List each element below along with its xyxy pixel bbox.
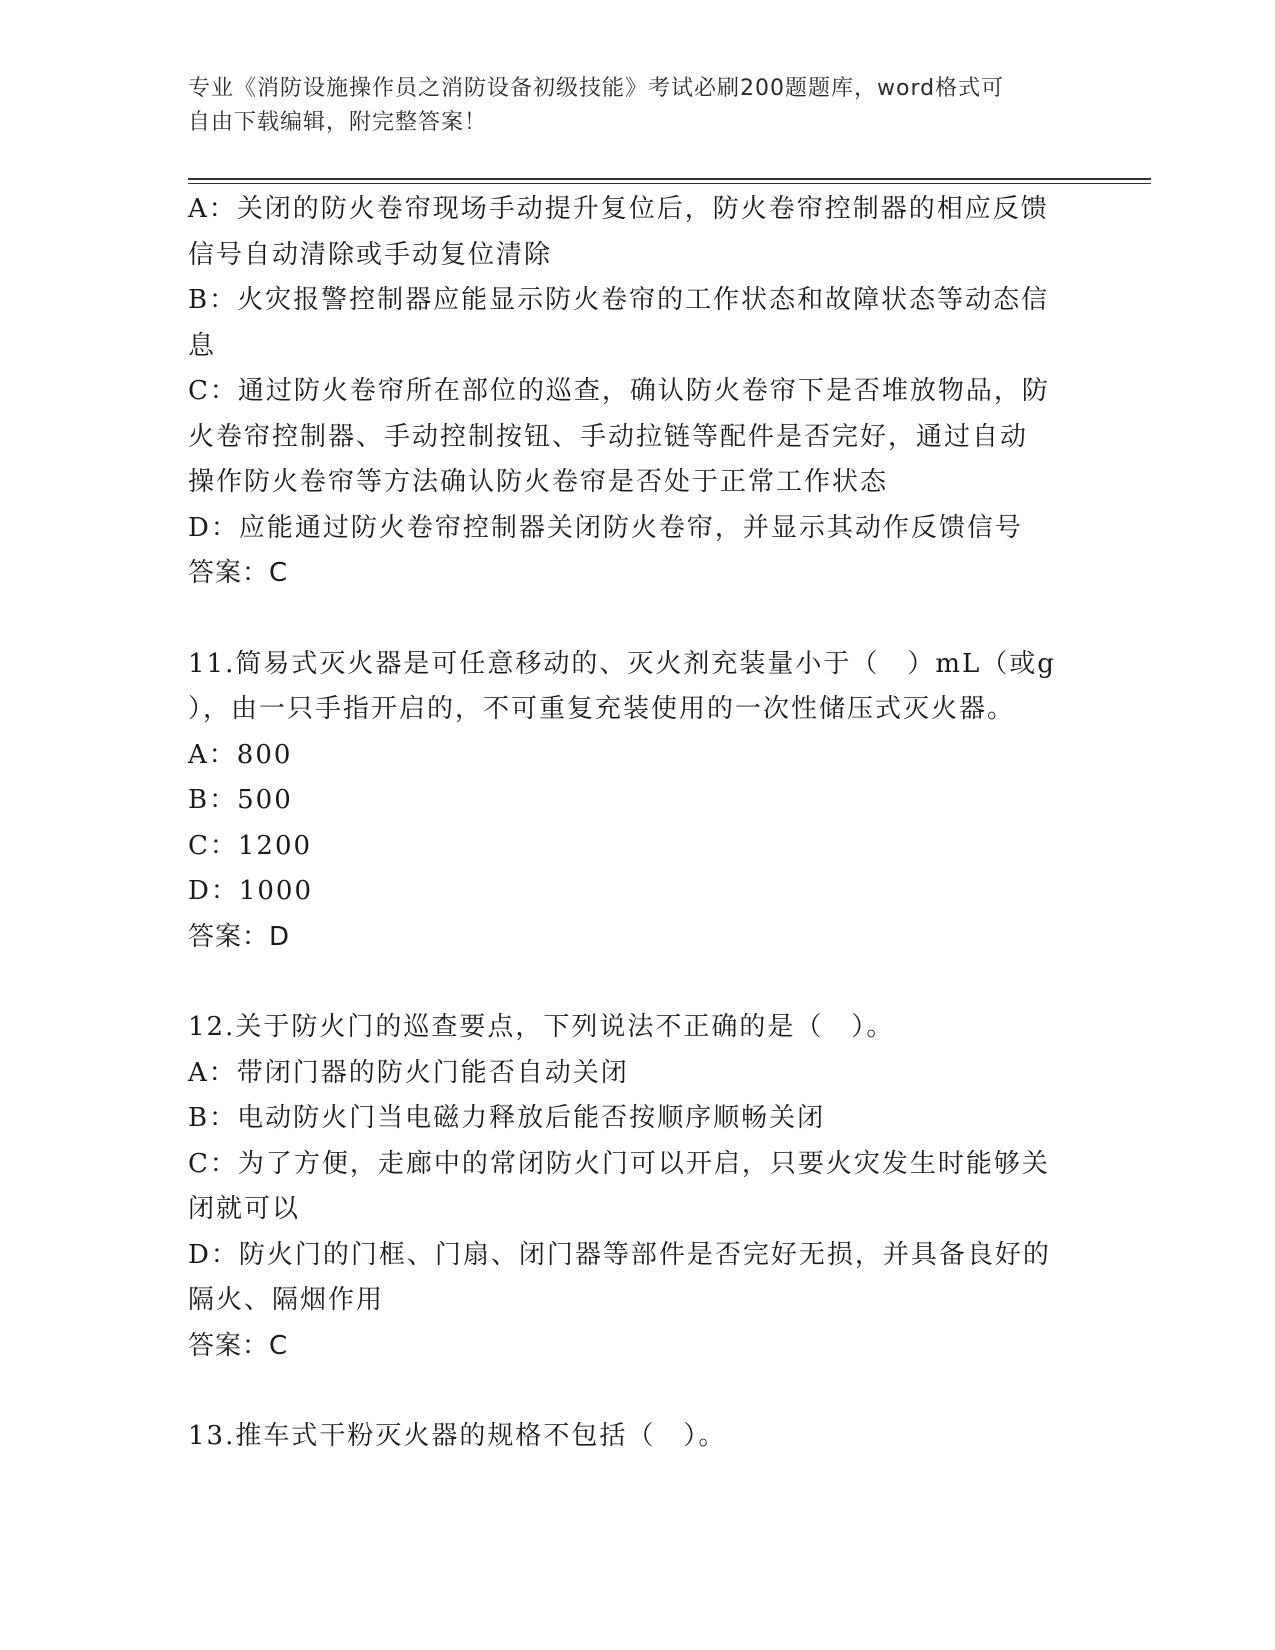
- q11-option-d: D：1000: [188, 876, 314, 906]
- question-spacer: [188, 960, 1068, 1005]
- question-13: [188, 1414, 1068, 1460]
- q10-option-b-line-2: 息: [188, 330, 217, 361]
- question-10: [188, 187, 1068, 597]
- question-11: [188, 642, 1068, 961]
- header-rule-thin: [188, 183, 1151, 184]
- q11-stem-line-1: 11.简易式灭火器是可任意移动的、灭火剂充装量小于（ ）mL（或g: [188, 648, 1056, 679]
- q10-option-a-line-1: A：关闭的防火卷帘现场手动提升复位后，防火卷帘控制器的相应反馈: [188, 194, 1049, 224]
- q10-option-d-line-1: D：应能通过防火卷帘控制器关闭防火卷帘，并显示其动作反馈信号: [188, 512, 1023, 543]
- question-12: [188, 1005, 1068, 1369]
- q11-option-c: C：1200: [188, 830, 313, 861]
- q10-option-b-line-1: B：火灾报警控制器应能显示防火卷帘的工作状态和故障状态等动态信: [188, 285, 1050, 315]
- q13-stem: 13.推车式干粉灭火器的规格不包括（ ）。: [188, 1421, 727, 1451]
- header-line-2: 自由下载编辑，附完整答案！: [188, 110, 488, 135]
- q12-option-c-line-2: 闭就可以: [188, 1194, 301, 1224]
- q10-option-c-line-1: C：通过防火卷帘所在部位的巡查，确认防火卷帘下是否堆放物品，防: [188, 376, 1050, 406]
- q12-option-d-line-1: D：防火门的门框、门扇、闭门器等部件是否完好无损，并具备良好的: [188, 1239, 1051, 1270]
- question-spacer: [188, 597, 1068, 642]
- document-header: [188, 72, 1068, 140]
- q12-answer: 答案：C: [188, 1330, 289, 1361]
- q11-stem-line-2: ），由一只手指开启的，不可重复充装使用的一次性储压式灭火器。: [188, 694, 1016, 724]
- q10-answer: 答案：C: [188, 558, 289, 588]
- q11-option-b: B：500: [188, 785, 293, 815]
- header-rule-thick: [188, 178, 1151, 180]
- q12-stem: 12.关于防火门的巡查要点，下列说法不正确的是（ ）。: [188, 1012, 895, 1042]
- q10-option-c-line-3: 操作防火卷帘等方法确认防火卷帘是否处于正常工作状态: [188, 467, 889, 497]
- q12-option-b-line-1: B：电动防火门当电磁力释放后能否按顺序顺畅关闭: [188, 1103, 826, 1133]
- q10-option-a-line-2: 信号自动清除或手动复位清除: [188, 239, 553, 270]
- header-line-1: 专业《消防设施操作员之消防设备初级技能》考试必刷200题题库，word格式可: [188, 76, 1005, 101]
- q12-option-a-line-1: A：带闭门器的防火门能否自动关闭: [188, 1057, 629, 1088]
- q11-option-a: A：800: [188, 739, 293, 770]
- q12-option-c-line-1: C：为了方便，走廊中的常闭防火门可以开启，只要火灾发生时能够关: [188, 1148, 1050, 1179]
- question-content: [188, 187, 1068, 1460]
- question-spacer: [188, 1369, 1068, 1414]
- q11-answer: 答案：D: [188, 921, 291, 952]
- q10-option-c-line-2: 火卷帘控制器、手动控制按钮、手动拉链等配件是否完好，通过自动: [188, 421, 1029, 452]
- q12-option-d-line-2: 隔火、隔烟作用: [188, 1285, 385, 1315]
